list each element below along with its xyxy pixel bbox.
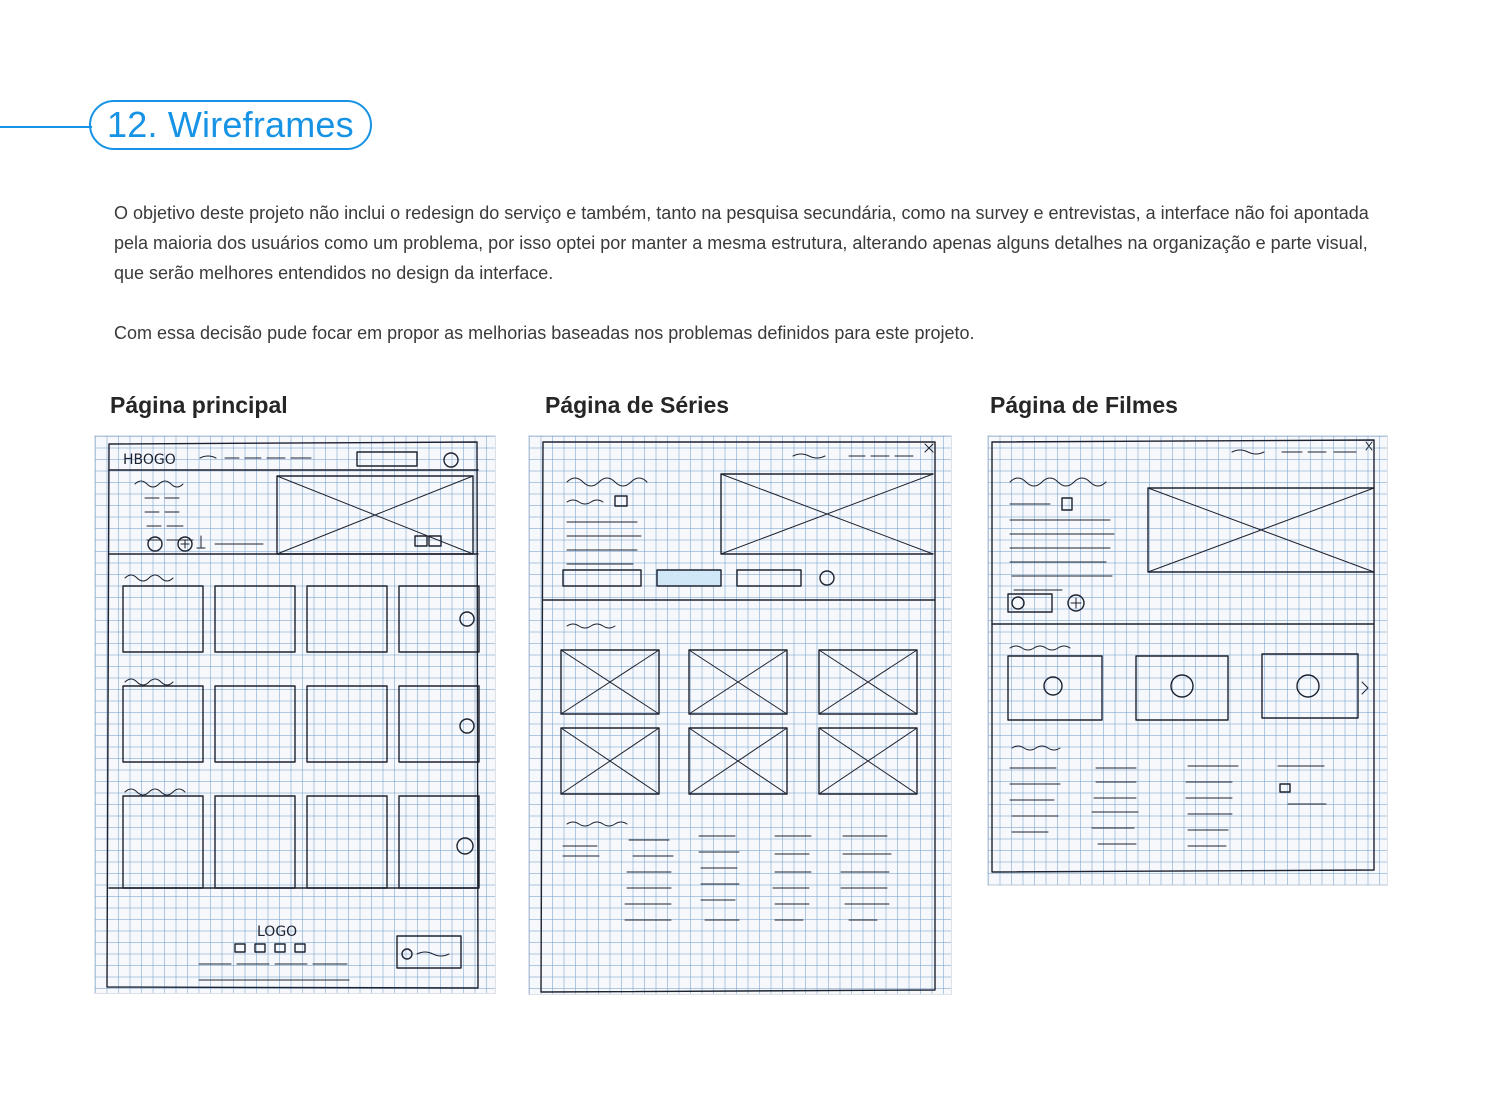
wireframe-title-filmes: Página de Filmes [990, 392, 1178, 418]
wireframe-title-home: Página principal [110, 392, 288, 418]
wireframe-sketch-home [95, 436, 495, 993]
sketch-footer-logo-text: LOGO [257, 924, 298, 940]
home-sketch-drawing [95, 436, 495, 993]
intro-paragraph-2: Com essa decisão pude focar em propor as melhorias baseadas nos problemas definidos para este projeto. [114, 323, 975, 343]
filmes-sketch-drawing [988, 436, 1387, 885]
intro-paragraph-1: O objetivo deste projeto não inclui o redesign do serviço e também, tanto na pesquisa secundária, como na survey e entrevistas, a interface não foi apontada pela maioria dos usuários como um problema, por isso optei por manter a mesma estrutura, alterando apenas alguns detalhes na organização e parte visual, que serão melhores entendidos no design da interface. [114, 203, 1369, 283]
wireframe-sketch-series [529, 436, 951, 994]
wireframe-title-series: Página de Séries [545, 392, 730, 418]
wireframe-sketch-filmes [988, 436, 1387, 885]
title-accent-line [0, 126, 92, 128]
section-title: 12. Wireframes [89, 100, 372, 150]
intro-text [114, 198, 1394, 348]
sketch-logo-text: HBOGO [123, 452, 176, 468]
series-sketch-drawing [529, 436, 951, 994]
